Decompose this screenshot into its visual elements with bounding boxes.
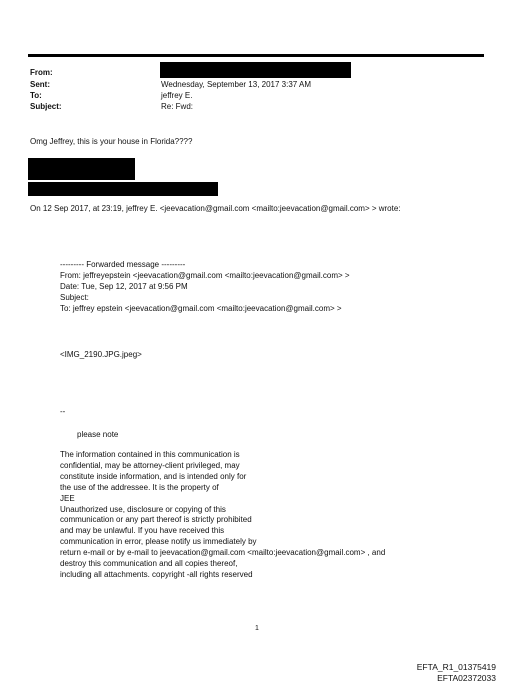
quote-intro: On 12 Sep 2017, at 23:19, jeffrey E. <jeevacation@gmail.com <mailto:jeevacation@gmail.com> > wrote:: [30, 204, 401, 213]
disclaimer-line: the use of the addressee. It is the property of: [60, 482, 219, 492]
forwarded-date: Date: Tue, Sep 12, 2017 at 9:56 PM: [60, 282, 188, 291]
disclaimer-line: The information contained in this communication is: [60, 450, 240, 459]
bates-code-2: EFTA02372033: [437, 673, 496, 683]
disclaimer-line: JEE: [60, 493, 75, 503]
disclaimer-line: destroy this communication and all copies thereof,: [60, 559, 238, 569]
disclaimer-line: constitute inside information, and is intended only for: [60, 471, 247, 481]
header-rule: [28, 54, 484, 57]
to-value: jeffrey E.: [161, 91, 193, 100]
page-number: 1: [255, 625, 259, 632]
please-note: please note: [77, 430, 119, 439]
subject-label: Subject:: [30, 102, 62, 111]
attachment-name: <IMG_2190.JPG.jpeg>: [60, 350, 142, 359]
signature-dashes: --: [60, 407, 66, 416]
forwarded-message: [60, 259, 350, 314]
from-label: From:: [30, 68, 53, 77]
disclaimer: [60, 450, 385, 581]
redaction-block-2: [28, 182, 218, 196]
message-text: Omg Jeffrey, this is your house in Florida????: [30, 137, 193, 146]
disclaimer-line: and may be unlawful. If you have received this: [60, 526, 225, 536]
disclaimer-line: Unauthorized use, disclosure or copying of this: [60, 504, 226, 514]
forwarded-divider: --------- Forwarded message ---------: [60, 260, 186, 269]
from-redaction: [160, 62, 351, 78]
sent-value: Wednesday, September 13, 2017 3:37 AM: [161, 80, 312, 89]
disclaimer-line: return e-mail or by e-mail to jeevacation@gmail.com <mailto:jeevacation@gmail.com> , and: [60, 548, 386, 558]
disclaimer-line: communication in error, please notify us immediately by: [60, 537, 257, 547]
sent-label: Sent:: [30, 80, 50, 89]
subject-value: Re: Fwd:: [161, 102, 194, 111]
bates-code-1: EFTA_R1_01375419: [416, 662, 496, 672]
forwarded-from: From: jeffreyepstein <jeevacation@gmail.com <mailto:jeevacation@gmail.com> >: [60, 271, 350, 280]
redaction-block-1: [28, 158, 135, 180]
to-label: To:: [30, 91, 42, 100]
forwarded-to: To: jeffrey epstein <jeevacation@gmail.com <mailto:jeevacation@gmail.com> >: [60, 304, 342, 313]
disclaimer-line: confidential, may be attorney-client privileged, may: [60, 460, 240, 470]
disclaimer-line: including all attachments. copyright -all rights reserved: [60, 569, 253, 579]
forwarded-subject: Subject:: [60, 293, 89, 302]
disclaimer-line: communication or any part thereof is strictly prohibited: [60, 515, 252, 525]
